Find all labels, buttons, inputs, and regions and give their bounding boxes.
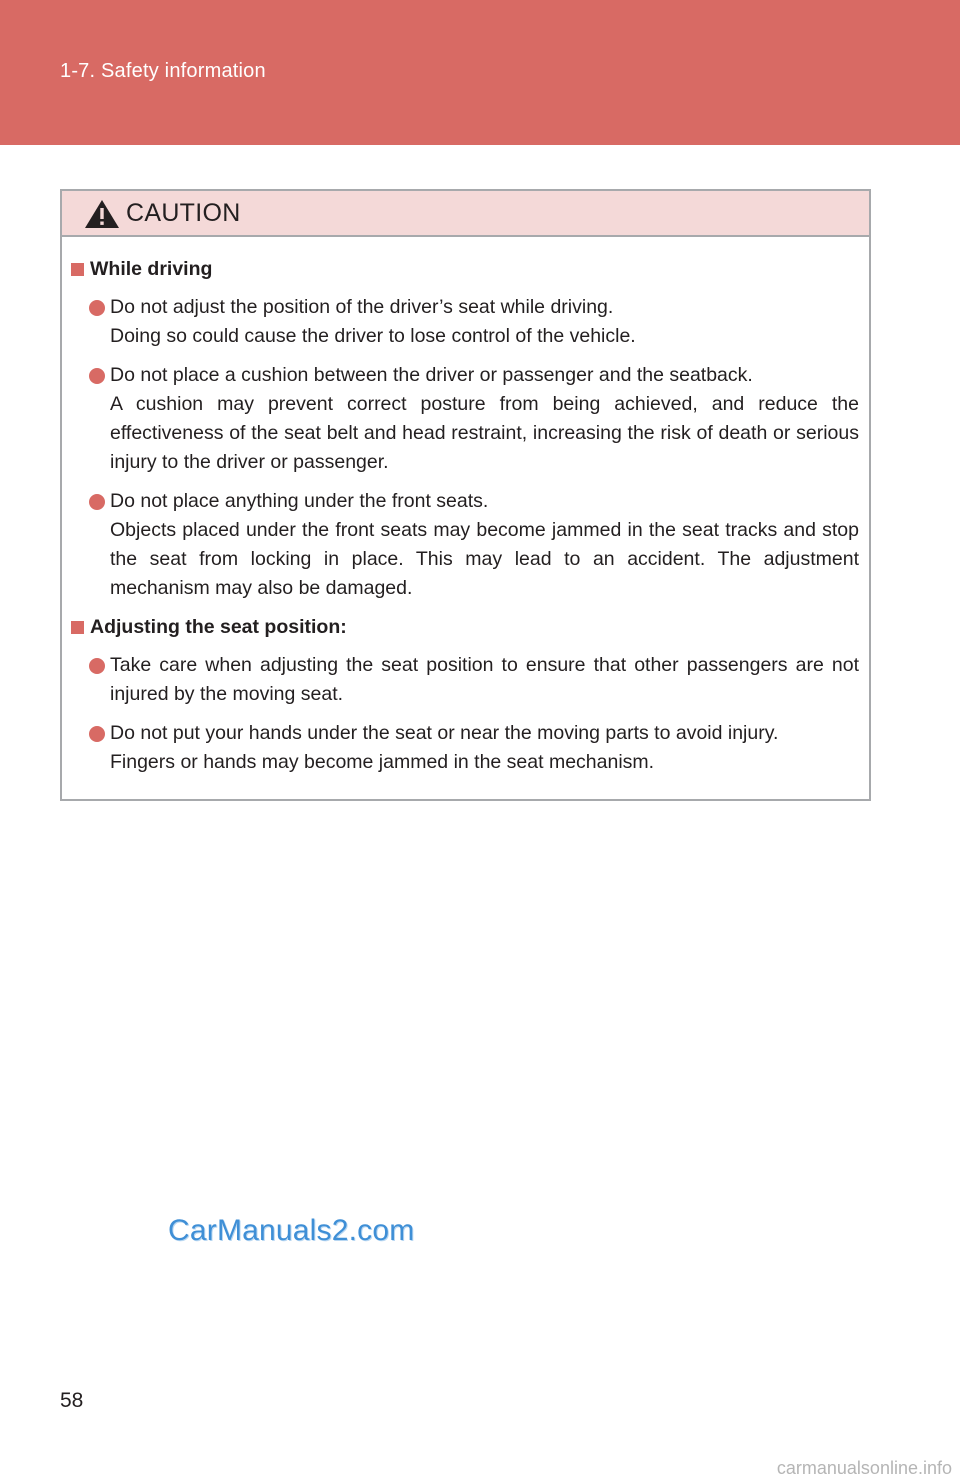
bullet-line: Doing so could cause the driver to lose control of the vehicle. xyxy=(110,325,636,347)
bullet-item xyxy=(62,487,869,603)
section-heading-adjusting-seat: Adjusting the seat position: xyxy=(62,613,869,642)
section-heading-while-driving: While driving xyxy=(62,255,869,284)
bullet-item xyxy=(62,719,869,777)
caution-header xyxy=(62,191,869,237)
bullet-line: Take care when adjusting the seat position to ensure that other passengers are not injured by the moving seat. xyxy=(110,654,859,705)
footer-site-mark: carmanualsonline.info xyxy=(776,1458,952,1478)
bullet-line: Do not adjust the position of the driver’s seat while driving. xyxy=(110,296,614,318)
bullet-item xyxy=(62,361,869,477)
bullet-item xyxy=(62,293,869,351)
round-bullet-icon xyxy=(89,726,105,742)
caution-label: CAUTION xyxy=(126,199,241,227)
bullet-line: Do not place a cushion between the driver or passenger and the seatback. xyxy=(110,364,753,386)
caution-box xyxy=(60,189,871,801)
page-number: 58 xyxy=(60,1389,84,1412)
section-title: 1-7. Safety information xyxy=(60,60,266,82)
round-bullet-icon xyxy=(89,368,105,384)
bullet-line: A cushion may prevent correct posture from being achieved, and reduce the effectiveness of the seat belt and head restraint, increasing the risk of death or serious injury to the driver or passenger. xyxy=(110,393,859,473)
watermark-logo: CarManuals2.com xyxy=(168,1214,415,1247)
bullet-item xyxy=(62,651,869,709)
caution-body xyxy=(62,247,869,787)
bullet-line: Objects placed under the front seats may become jammed in the seat tracks and stop the seat from locking in place. This may lead to an accident. The adjustment mechanism may also be damaged. xyxy=(110,519,859,599)
bullet-line: Fingers or hands may become jammed in the seat mechanism. xyxy=(110,751,655,773)
round-bullet-icon xyxy=(89,494,105,510)
bullet-line: Do not place anything under the front seats. xyxy=(110,490,489,512)
warning-triangle-icon xyxy=(84,199,120,229)
square-bullet-icon xyxy=(71,621,84,634)
round-bullet-icon xyxy=(89,300,105,316)
square-bullet-icon xyxy=(71,263,84,276)
round-bullet-icon xyxy=(89,658,105,674)
bullet-line: Do not put your hands under the seat or near the moving parts to avoid injury. xyxy=(110,722,779,744)
